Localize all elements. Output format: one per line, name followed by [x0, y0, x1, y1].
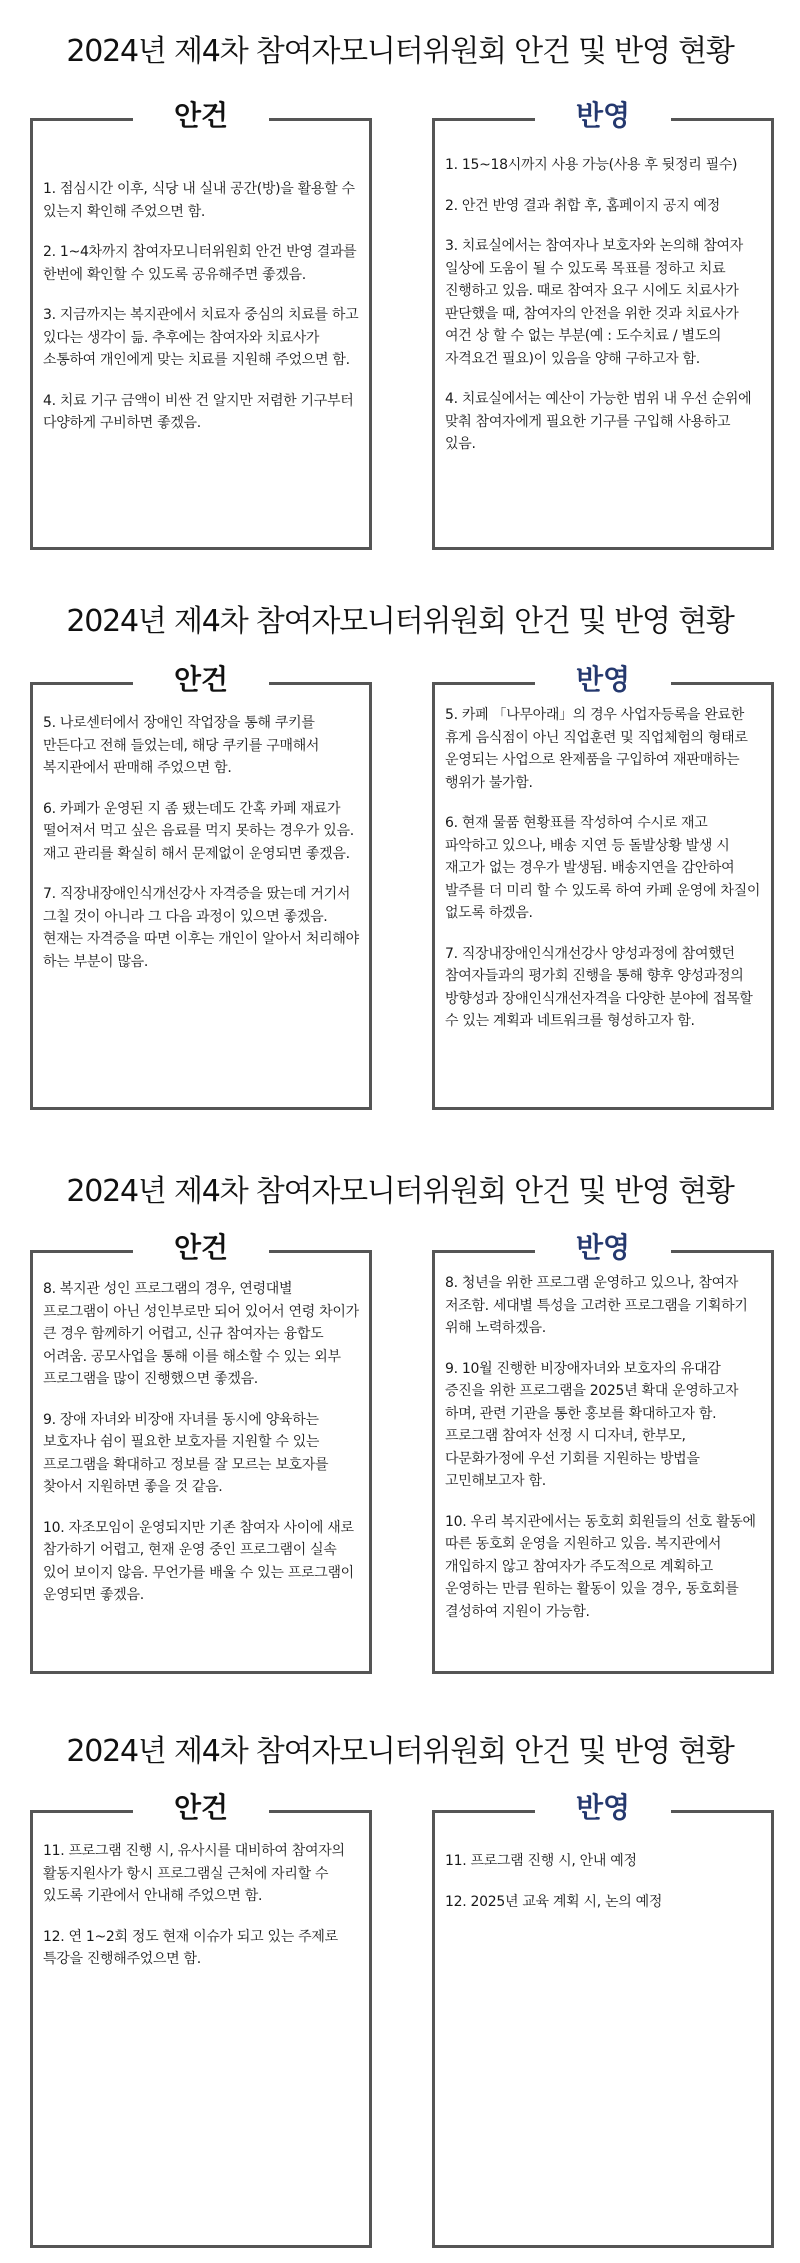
- section-1: [0, 0, 800, 570]
- agenda-item: 7. 직장내장애인식개선강사 자격증을 땄는데 거기서 그칠 것이 아니라 그 다음 과정이 있으면 좋겠음. 현재는 자격증을 따면 이후는 개인이 알아서 처리해야 하는 부분이 많음.: [43, 886, 359, 970]
- response-box: [432, 1791, 774, 2248]
- agenda-item: 10. 자조모임이 운영되지만 기존 참여자 사이에 새로 참가하기 어렵고, 현재 운영 중인 프로그램이 실속 있어 보이지 않음. 무언가를 배울 수 있는 프로그램이 운영되면 좋겠음.: [43, 1519, 354, 1603]
- agenda-item: 6. 카페가 운영된 지 좀 됐는데도 간혹 카페 재료가 떨어져서 먹고 싶은 음료를 먹지 못하는 경우가 있음. 재고 관리를 확실히 해서 문제없이 운영되면 좋겠음.: [43, 800, 354, 862]
- response-heading: 반영: [575, 99, 631, 132]
- agenda-heading: 안건: [173, 1231, 229, 1264]
- response-item: 10. 우리 복지관에서는 동호회 회원들의 선호 활동에 따른 동호회 운영을 지원하고 있음. 복지관에서 개입하지 않고 참여자가 주도적으로 계획하고 운영하는 만큼 원하는 활동이 있을 경우, 동호회를 결성하여 지원이 가능함.: [445, 1513, 756, 1620]
- response-heading: 반영: [575, 1231, 631, 1264]
- response-box: [432, 663, 774, 1110]
- agenda-item: 3. 지금까지는 복지관에서 치료자 중심의 치료를 하고 있다는 생각이 듦. 추후에는 참여자와 치료사가 소통하여 개인에게 맞는 치료를 지원해 주었으면 함.: [43, 307, 359, 368]
- response-item: 5. 카페 「나무아래」의 경우 사업자등록을 완료한 휴게 음식점이 아닌 직업훈련 및 직업체험의 형태로 운영되는 사업으로 완제품을 구입하여 재판매하는 행위가 불가함.: [445, 707, 748, 791]
- response-item: 12. 2025년 교육 계획 시, 논의 예정: [445, 1893, 663, 1910]
- agenda-box: [30, 663, 372, 1110]
- agenda-item: 4. 치료 기구 금액이 비싼 건 알지만 저렴한 기구부터 다양하게 구비하면 좋겠음.: [43, 392, 354, 431]
- agenda-box: [30, 1231, 372, 1674]
- response-item: 3. 치료실에서는 참여자나 보호자와 논의해 참여자 일상에 도움이 될 수 있도록 목표를 정하고 치료 진행하고 있음. 때로 참여자 요구 시에도 치료사가 판단했을 때, 참여자의 안전을 위한 것과 치료사가 여건 상 할 수 없는 부분(예 : 도수치료 / 별도의 자격요건 필요)이 있음을 양해 구하고자 함.: [445, 238, 743, 367]
- response-item: 8. 청년을 위한 프로그램 운영하고 있으나, 참여자 저조함. 세대별 특성을 고려한 프로그램을 기획하기 위해 노력하겠음.: [445, 1275, 748, 1336]
- agenda-heading: 안건: [173, 1791, 229, 1824]
- agenda-heading: 안건: [173, 663, 229, 696]
- section-2: [0, 570, 800, 1140]
- response-item: 1. 15~18시까지 사용 가능(사용 후 뒷정리 필수): [445, 157, 738, 173]
- response-item: 2. 안건 반영 결과 취합 후, 홈페이지 공지 예정: [445, 197, 720, 214]
- agenda-box: [30, 1791, 372, 2248]
- agenda-item: 2. 1~4차까지 참여자모니터위원회 안건 반영 결과를 한번에 확인할 수 있도록 공유해주면 좋겠음.: [43, 244, 357, 283]
- response-item: 7. 직장내장애인식개선강사 양성과정에 참여했던 참여자들과의 평가회 진행을 통해 향후 양성과정의 방향성과 장애인식개선자격을 다양한 분야에 접목할 수 있는 계획과 네트워크를 형성하고자 함.: [445, 945, 753, 1029]
- response-item: 11. 프로그램 진행 시, 안내 예정: [445, 1853, 637, 1869]
- page-title: 2024년 제4차 참여자모니터위원회 안건 및 반영 현황: [66, 34, 734, 69]
- response-heading: 반영: [575, 663, 631, 696]
- section-4: [0, 1700, 800, 2263]
- agenda-box: [30, 99, 372, 550]
- response-heading: 반영: [575, 1791, 631, 1824]
- agenda-item: 5. 나로센터에서 장애인 작업장을 통해 쿠키를 만든다고 전해 들었는데, 해당 쿠키를 구매해서 복지관에서 판매해 주었으면 함.: [43, 715, 320, 776]
- section-3: [0, 1140, 800, 1700]
- page-title: 2024년 제4차 참여자모니터위원회 안건 및 반영 현황: [66, 1174, 734, 1209]
- response-box: [432, 1231, 774, 1674]
- agenda-item: 11. 프로그램 진행 시, 유사시를 대비하여 참여자의 활동지원사가 항시 프로그램실 근처에 자리할 수 있도록 기관에서 안내해 주었으면 함.: [43, 1843, 345, 1904]
- agenda-item: 12. 연 1~2회 정도 현재 이슈가 되고 있는 주제로 특강을 진행해주었으면 함.: [43, 1928, 338, 1967]
- response-box: [432, 99, 774, 550]
- page-title: 2024년 제4차 참여자모니터위원회 안건 및 반영 현황: [66, 604, 734, 639]
- agenda-heading: 안건: [173, 99, 229, 132]
- response-item: 9. 10월 진행한 비장애자녀와 보호자의 유대감 증진을 위한 프로그램을 2025년 확대 운영하고자 하며, 관련 기관을 통한 홍보를 확대하고자 함. 프로그램 참여자 선정 시 디자녀, 한부모, 다문화가정에 우선 기회를 지원하는 방법을 고민해보고자 함.: [445, 1360, 739, 1489]
- agenda-item: 1. 점심시간 이후, 식당 내 실내 공간(방)을 활용할 수 있는지 확인해 주었으면 함.: [43, 181, 355, 220]
- agenda-item: 8. 복지관 성인 프로그램의 경우, 연령대별 프로그램이 아닌 성인부로만 되어 있어서 연령 차이가 큰 경우 함께하기 어렵고, 신규 참여자는 융합도 어려움. 공모사업을 통해 이를 해소할 수 있는 외부 프로그램을 많이 진행했으면 좋겠음.: [43, 1281, 359, 1387]
- page-title: 2024년 제4차 참여자모니터위원회 안건 및 반영 현황: [66, 1734, 734, 1769]
- response-item: 6. 현재 물품 현황표를 작성하여 수시로 재고 파악하고 있으나, 배송 지연 등 돌발상황 발생 시 재고가 없는 경우가 발생됨. 배송지연을 감안하여 발주를 더 미리 할 수 있도록 하여 카페 운영에 차질이 없도록 하겠음.: [445, 815, 761, 921]
- response-item: 4. 치료실에서는 예산이 가능한 범위 내 우선 순위에 맞춰 참여자에게 필요한 기구를 구입해 사용하고 있음.: [445, 391, 752, 452]
- agenda-item: 9. 장애 자녀와 비장애 자녀를 동시에 양육하는 보호자나 쉼이 필요한 보호자를 지원할 수 있는 프로그램을 확대하고 정보를 잘 모르는 보호자를 찾아서 지원하면 좋을 것 같음.: [43, 1411, 329, 1495]
